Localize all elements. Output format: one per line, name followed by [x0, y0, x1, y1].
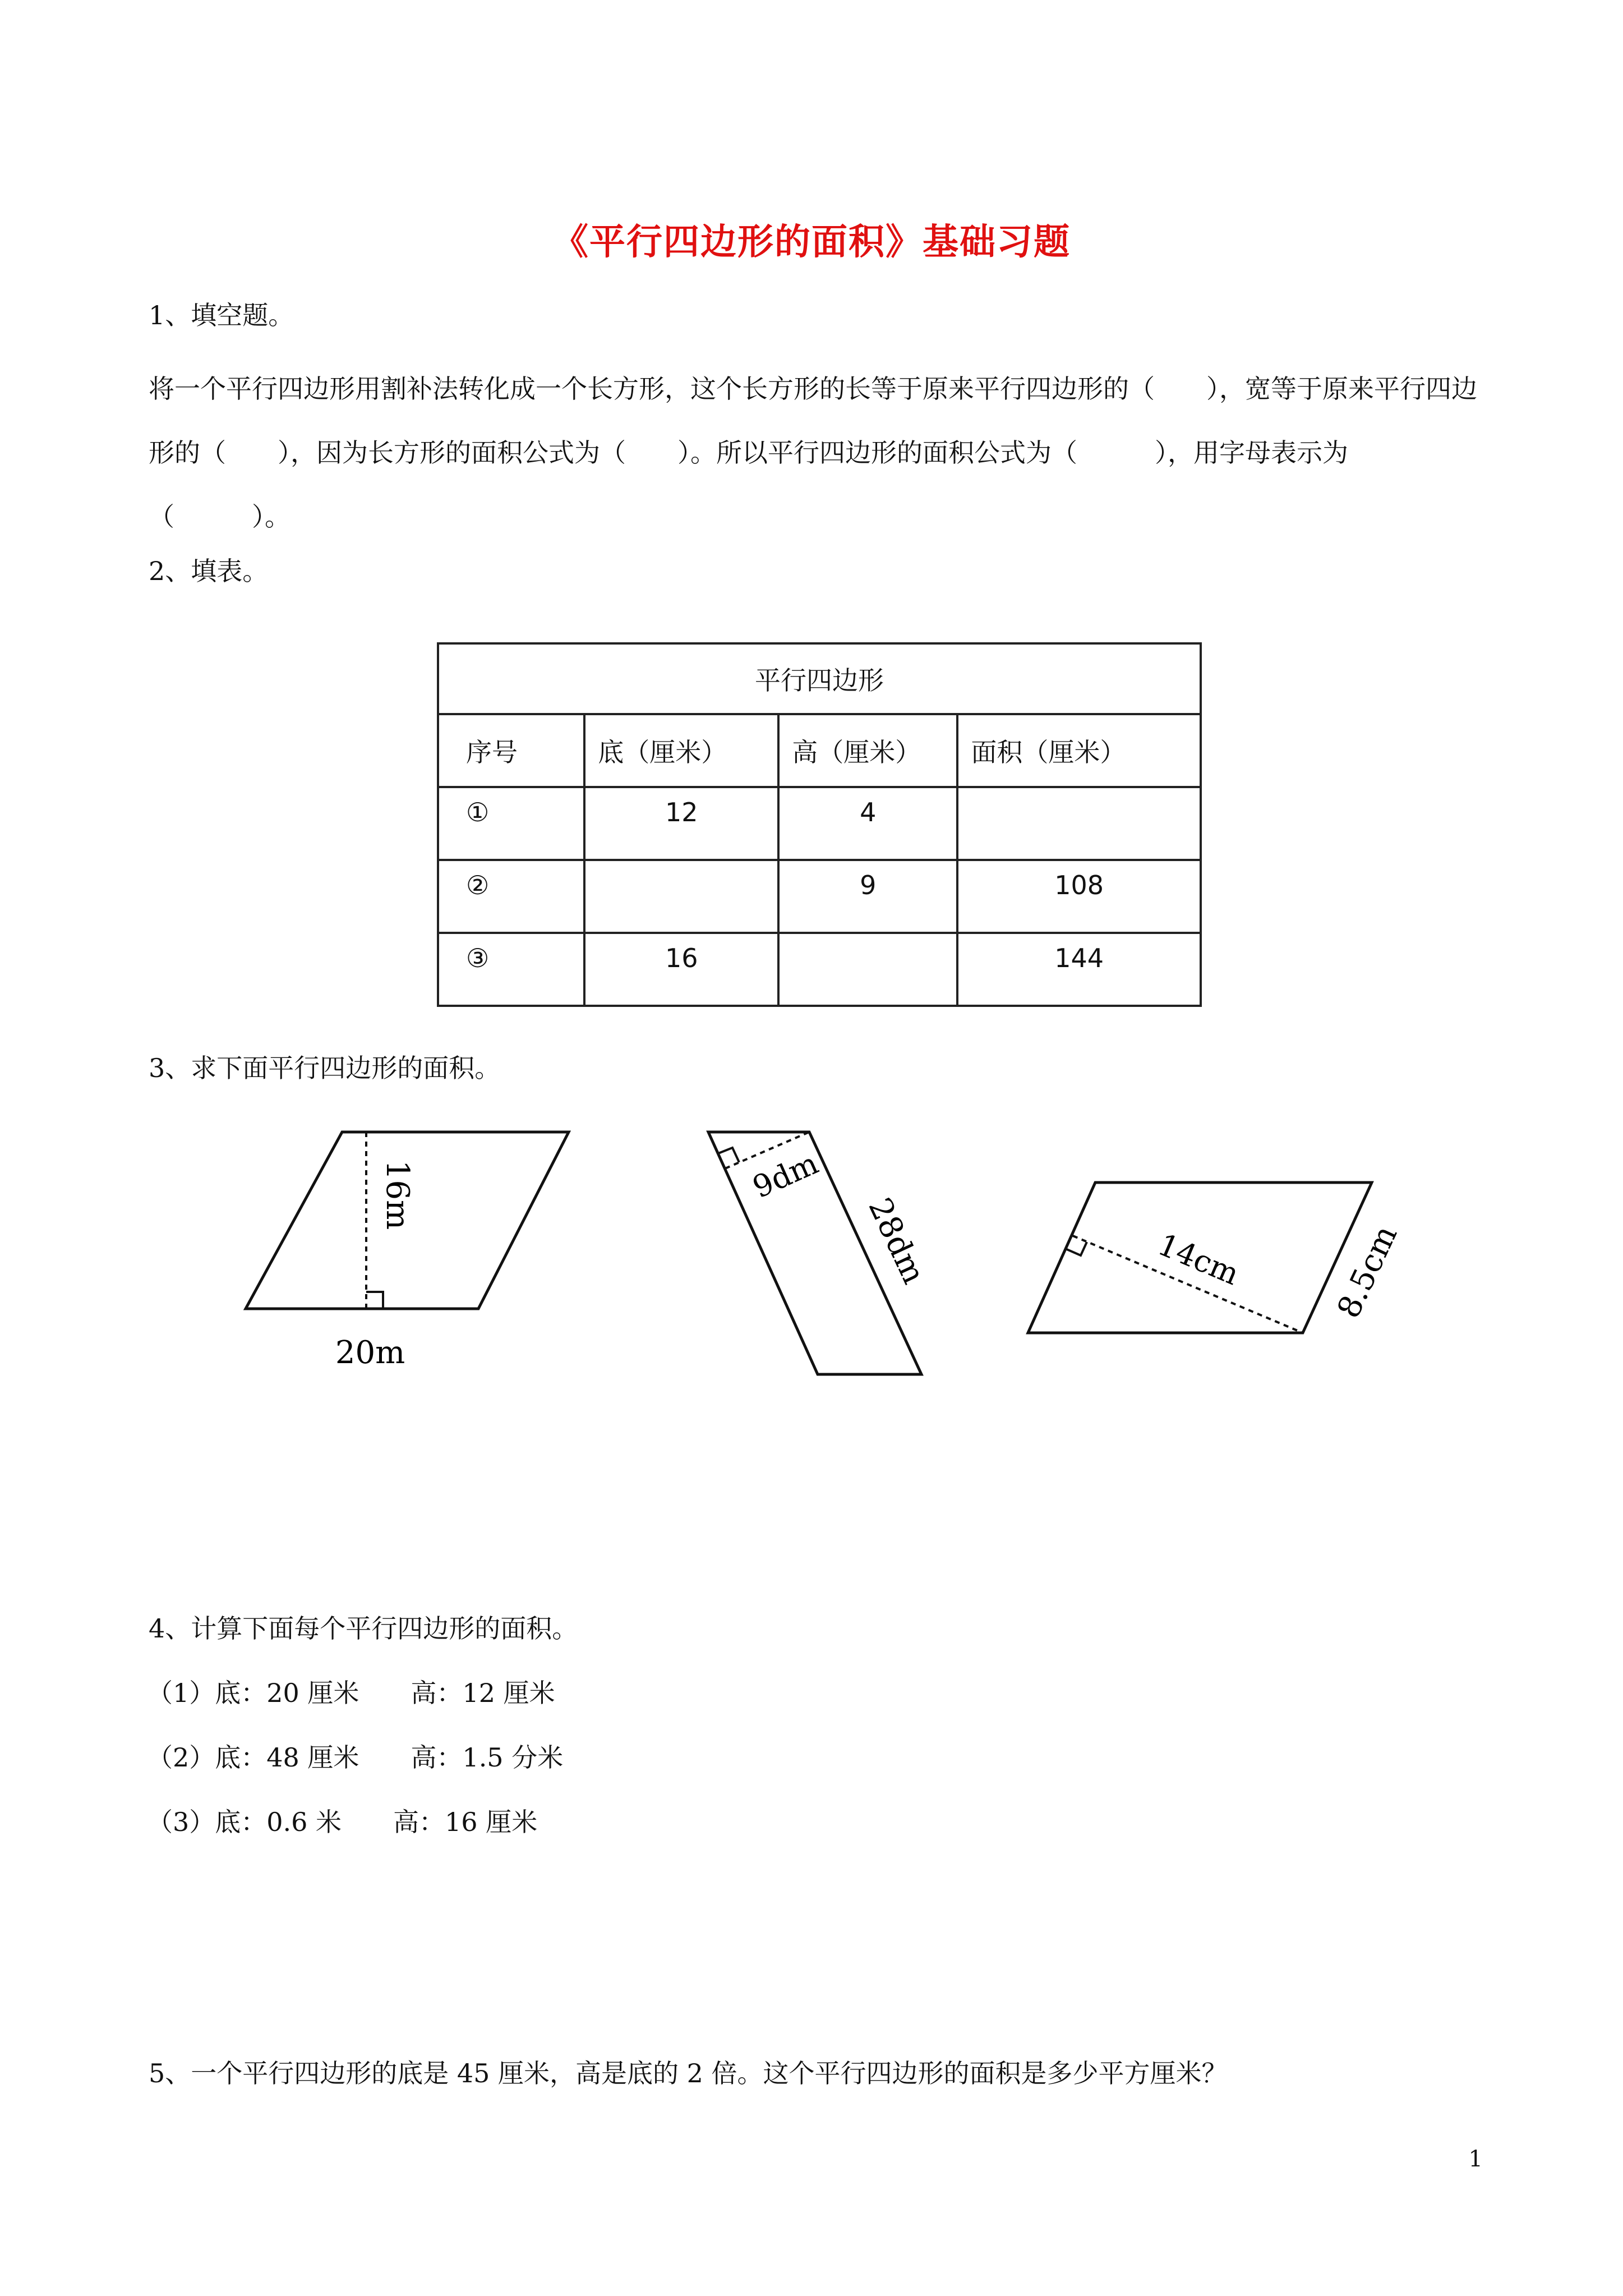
q4-item-1: （1）底：20 厘米 高：12 厘米: [147, 1678, 555, 1708]
q1-text: 将一个平行四边形用割补法转化成一个长方形，这个长方形的长等于原来平行四边形的（ ），宽等于原来平行四边形的（ ），因为长方形的面积公式为（ ）。所以平行四边形的面积公式为（ ），用字母表示为（ ）。: [149, 374, 1477, 532]
table-header-index: 序号: [438, 714, 584, 787]
table-header-base: 底（厘米）: [584, 714, 778, 787]
table-caption: 平行四边形: [438, 643, 1201, 714]
fig1-base-label: 20m: [335, 1335, 405, 1371]
figure-1: [246, 1132, 569, 1371]
table-cell: 4: [860, 797, 877, 827]
q4-item-2: （2）底：48 厘米 高：1.5 分米: [147, 1742, 564, 1773]
table-cell: ②: [466, 870, 490, 900]
fig2-height-label: 9dm: [747, 1145, 824, 1205]
table-cell: ③: [466, 943, 490, 973]
figure-2: [708, 1132, 932, 1374]
table-cell: 108: [1054, 870, 1104, 900]
q2-heading: 2、填表。: [149, 556, 269, 586]
table-cell: 16: [665, 943, 698, 973]
table-cell: 144: [1054, 943, 1104, 973]
right-angle-mark: [1067, 1242, 1087, 1255]
fig2-side-label: 28dm: [861, 1192, 933, 1290]
q3-heading: 3、求下面平行四边形的面积。: [149, 1053, 501, 1083]
table-cell: 12: [665, 797, 698, 827]
page-title: 《平行四边形的面积》基础习题: [552, 221, 1071, 263]
right-angle-mark: [366, 1292, 383, 1309]
q4-item-3: （3）底：0.6 米 高：16 厘米: [147, 1807, 538, 1837]
table-header-height: 高（厘米）: [778, 714, 957, 787]
fig3-side-label: 8.5cm: [1330, 1220, 1405, 1324]
table-cell: ①: [466, 797, 490, 827]
q4-heading: 4、计算下面每个平行四边形的面积。: [149, 1613, 578, 1644]
table-header-area: 面积（厘米）: [957, 714, 1201, 787]
q1-heading: 1、填空题。: [149, 300, 294, 330]
q5-text: 5、一个平行四边形的底是 45 厘米，高是底的 2 倍。这个平行四边形的面积是多少平方厘米？: [149, 2058, 1228, 2088]
page-number: 1: [1468, 2146, 1483, 2172]
figure-3: [1028, 1182, 1404, 1333]
fig3-height-label: 14cm: [1152, 1226, 1244, 1292]
table-cell: 9: [860, 870, 877, 900]
fig1-height-label: 16m: [379, 1159, 416, 1230]
